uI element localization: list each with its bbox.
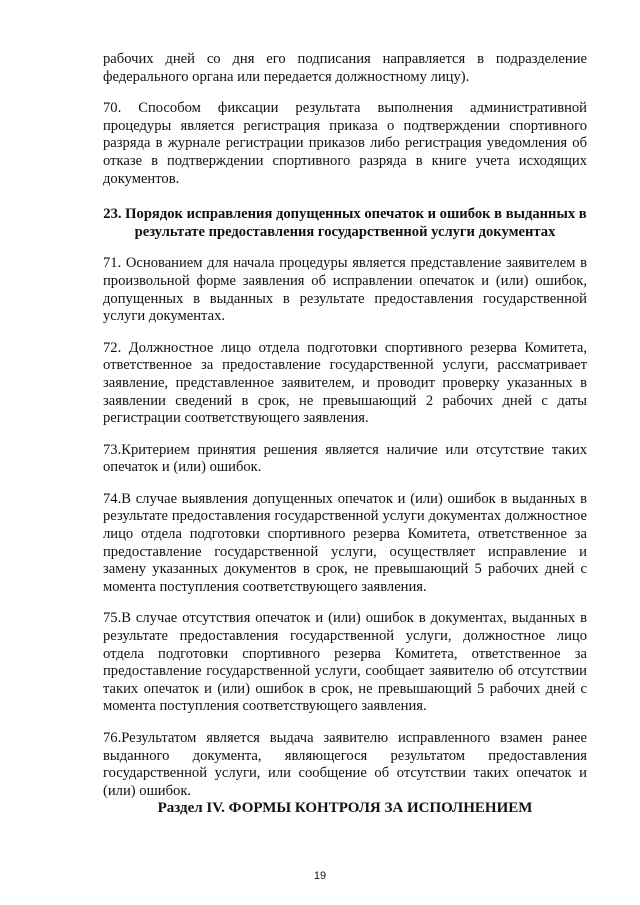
page-number: 19 [313, 870, 327, 882]
section-heading: 23. Порядок исправления допущенных опечаток и ошибок в выданных в результате предоставления государственной услуги документах [103, 206, 587, 240]
paragraph-72: 72. Должностное лицо отдела подготовки спортивного резерва Комитета, ответственное за предоставление государственной услуги, рассматривает заявление, представленное заявителем, и проводит проверку указанных в заявлении сведений в срок, не превышающий 2 рабочих дней с даты регистрации соответствующего заявления. [103, 339, 587, 427]
paragraph-75: 75.В случае отсутствия опечаток и (или) ошибок в документах, выданных в результате предоставления государственной услуги, должностное лицо отдела подготовки спортивного резерва Комитета, ответственное за предоставление государственной услуги, сообщает заявителю об отсутствии таких опечаток и (или) ошибок в срок, не превышающий 5 рабочих дней с момента поступления соответствующего заявления. [103, 610, 587, 715]
chapter-heading: Раздел IV. ФОРМЫ КОНТРОЛЯ ЗА ИСПОЛНЕНИЕМ [157, 800, 533, 816]
paragraph-73: 73.Критерием принятия решения является наличие или отсутствие таких опечаток и (или) ошибок. [103, 441, 587, 476]
paragraph-71: 71. Основанием для начала процедуры является представление заявителем в произвольной форме заявления об исправлении опечаток и (или) ошибок, допущенных в выданных в результате предоставления государственной услуги документах. [103, 255, 587, 325]
paragraph-76: 76.Результатом является выдача заявителю исправленного взамен ранее выданного документа, являющегося результатом предоставления государственной услуги, или сообщение об отсутствии таких опечаток и (или) ошибок. [103, 730, 587, 799]
paragraph-70: 70. Способом фиксации результата выполнения административной процедуры является регистрация приказа о подтверждении спортивного разряда в журнале регистрации приказов либо регистрация уведомления об отказе в подтверждении спортивного разряда в книге учета исходящих документов. [103, 100, 587, 187]
document-page [103, 51, 587, 800]
paragraph-continuation: рабочих дней со дня его подписания направляется в подразделение федерального органа или передается должностному лицу). [103, 51, 587, 85]
paragraph-74: 74.В случае выявления допущенных опечаток и (или) ошибок в выданных в результате предоставления государственной услуги документах должностное лицо отдела подготовки спортивного резерва Комитета, ответственное за предоставление государственной услуги, осуществляет исправление и замену указанных документов в срок, не превышающий 5 рабочих дней с момента поступления соответствующего заявления. [103, 490, 587, 595]
